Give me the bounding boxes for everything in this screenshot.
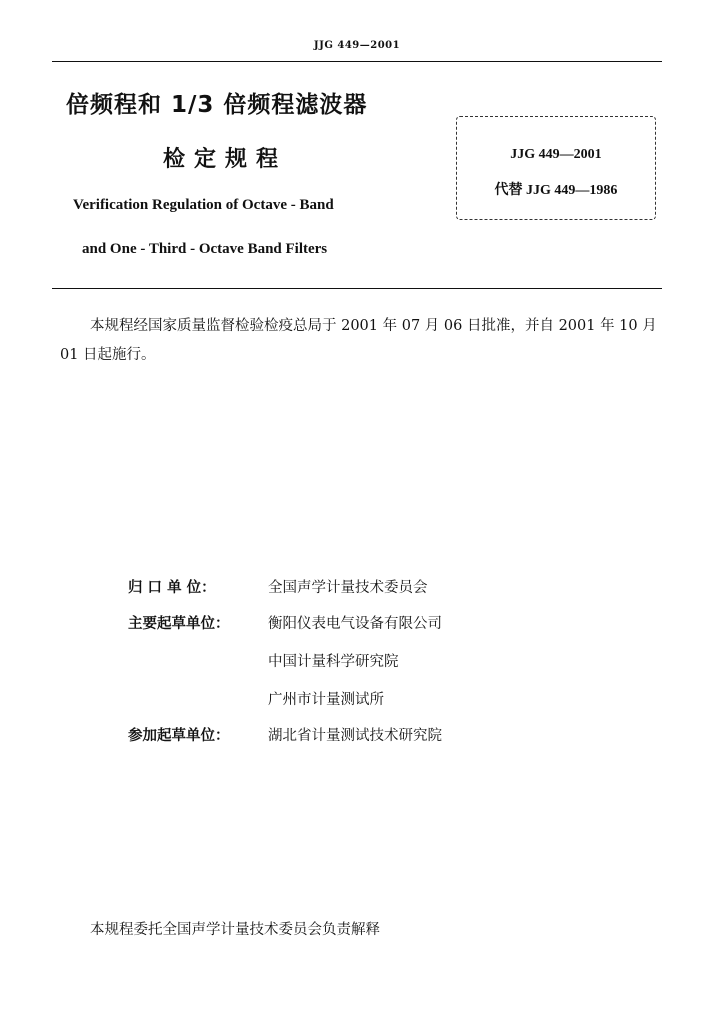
title-english-line2: and One - Third - Octave Band Filters <box>82 241 328 257</box>
title-chinese-line1: 倍频程和 1/3 倍频程滤波器 <box>66 92 368 118</box>
org-row-participating-drafter <box>128 724 442 745</box>
org-value: 中国计量科学研究院 <box>268 654 399 670</box>
title-chinese-line2: 检定规程 <box>163 147 288 172</box>
interpretation-note: 本规程委托全国声学计量技术委员会负责解释 <box>90 922 380 938</box>
replaces-code: 代替 JJG 449—1986 <box>494 183 618 198</box>
code-box <box>456 116 656 220</box>
regulation-code: JJG 449—2001 <box>510 147 602 162</box>
org-row-main-drafter-3 <box>128 688 384 709</box>
org-row-main-drafter-2 <box>128 650 399 671</box>
org-label: 主要起草单位： <box>128 616 230 632</box>
org-value: 全国声学计量技术委员会 <box>268 580 428 596</box>
title-rule <box>52 288 662 289</box>
header-rule <box>52 61 662 62</box>
org-row-main-drafter <box>128 612 442 633</box>
org-label: 参加起草单位： <box>128 728 230 744</box>
org-row-responsible <box>128 576 428 597</box>
org-value: 湖北省计量测试技术研究院 <box>268 728 442 744</box>
title-english-line1: Verification Regulation of Octave - Band <box>73 197 334 213</box>
approval-text: 本规程经国家质量监督检验检疫总局于 2001 年 07 月 06 日批准，并自 2001 年 10 月 01 日起施行。 <box>60 318 657 363</box>
org-label: 归 口 单 位： <box>128 580 216 596</box>
org-value: 广州市计量测试所 <box>268 692 384 708</box>
org-value: 衡阳仪表电气设备有限公司 <box>268 616 442 632</box>
document-code-header: JJG 449—2001 <box>313 40 401 51</box>
